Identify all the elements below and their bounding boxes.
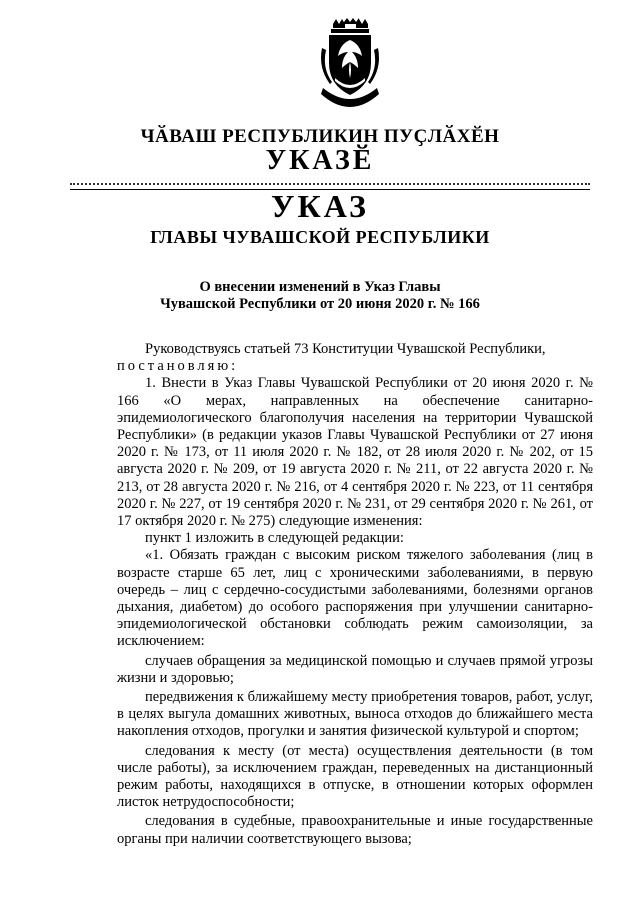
document-title-line-2: Чувашской Республики от 20 июня 2020 г. № 166 bbox=[160, 296, 480, 312]
body-paragraph-exception-shopping: передвижения к ближайшему месту приобретения товаров, работ, услуг, в целях выгула домашних животных, выноса отходов до ближайшего места накопления отходов, прогулки и занятия физической культурой и спортом; bbox=[117, 689, 593, 740]
document-body bbox=[117, 341, 593, 848]
body-paragraph-obligation: «1. Обязать граждан с высоким риском тяжелого заболевания (лиц в возрасте старше 65 лет, лиц с хроническими заболеваниями, в первую очередь – лиц с сердечно-сосудистыми заболеваниями, болезнями органов дыхания, диабетом) до особого распоряжения при улучшении санитарно-эпидемиологической обстановки соблюдать режим самоизоляции, за исключением: bbox=[117, 547, 593, 650]
body-paragraph-item-1: 1. Внести в Указ Главы Чувашской Республики от 20 июня 2020 г. № 166 «О мерах, направленных на обеспечение санитарно-эпидемиологического благополучия населения на территории Чувашской Республики» (в редакции указов Главы Чувашской Республики от 27 июня 2020 г. № 173, от 11 июля 2020 г. № 182, от 28 июля 2020 г. № 202, от 15 августа 2020 г. № 209, от 19 августа 2020 г. № 211, от 22 августа 2020 г. № 213, от 28 августа 2020 г. № 216, от 4 сентября 2020 г. № 223, от 11 сентября 2020 г. № 227, от 19 сентября 2020 г. № 231, от 29 сентября 2020 г. № 261, от 17 октября 2020 г. № 275) следующие изменения: bbox=[117, 375, 593, 530]
body-paragraph-exception-medical: случаев обращения за медицинской помощью и случаев прямой угрозы жизни и здоровью; bbox=[117, 652, 593, 686]
body-paragraph-point-1: пункт 1 изложить в следующей редакции: bbox=[145, 530, 404, 547]
russian-glava-subtitle: ГЛАВЫ ЧУВАШСКОЙ РЕСПУБЛИКИ bbox=[150, 227, 490, 247]
russian-ukaz-title: УКАЗ bbox=[271, 188, 369, 224]
document-title bbox=[0, 279, 640, 313]
coat-of-arms-emblem bbox=[319, 18, 381, 114]
header-dotted-rule bbox=[70, 183, 590, 185]
chuvash-ukaze-title: УКАЗӖ bbox=[265, 145, 375, 176]
body-paragraph-exception-work: следования к месту (от места) осуществления деятельности (в том числе работы), за исключением граждан, переведенных на дистанционный режим работы, находящихся в отпуске, в отношении которых оформлен листок нетрудоспособности; bbox=[117, 742, 593, 811]
chuvash-header-line: ЧӐВАШ РЕСПУБЛИКИН ПУҪЛӐХӖН bbox=[140, 126, 500, 147]
body-paragraph-preamble: Руководствуясь статьей 73 Конституции Чувашской Республики, bbox=[145, 341, 546, 357]
body-paragraph-resolve: постановляю: bbox=[117, 358, 239, 375]
document-title-line-1: О внесении изменений в Указ Главы bbox=[199, 279, 441, 295]
body-paragraph-exception-summons: следования в судебные, правоохранительные и иные государственные органы при наличии соответствующего вызова; bbox=[117, 813, 593, 847]
